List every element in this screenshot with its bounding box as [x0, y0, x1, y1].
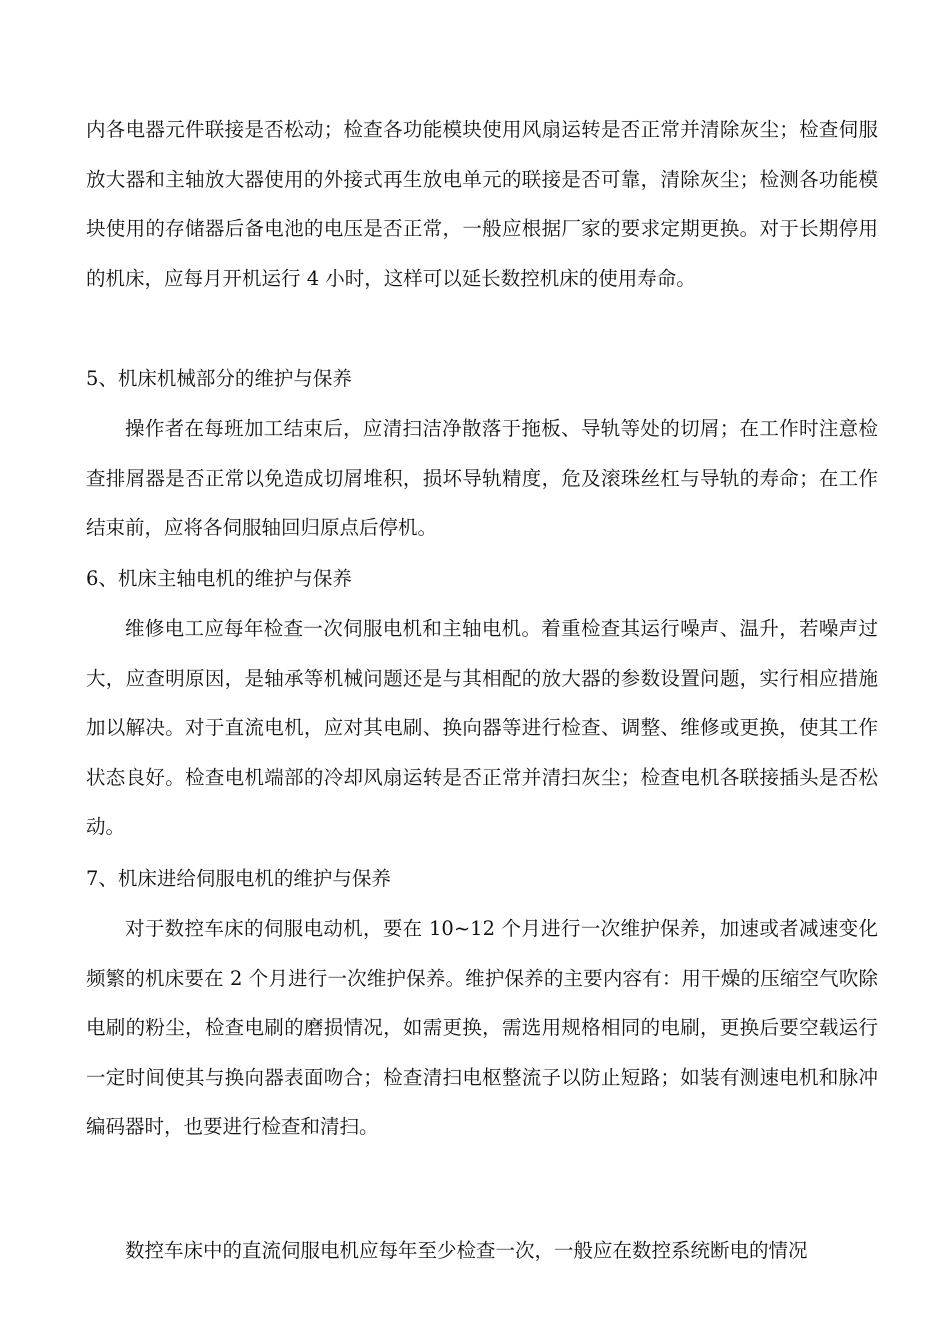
- section-5-heading: 5、机床机械部分的维护与保养: [86, 367, 352, 390]
- section-8-paragraph: 数控车床中的直流伺服电机应每年至少检查一次，一般应在数控系统断电的情况: [125, 1239, 808, 1262]
- section-6-paragraph: 维修电工应每年检查一次伺服电机和主轴电机。着重检查其运行噪声、温升，若噪声过大，应查明原因，是轴承等机械问题还是与其相配的放大器的参数设置问题，实行相应措施加以解决。对于直流电机，应对其电刷、换向器等进行检查、调整、维修或更换，使其工作状态良好。检查电机端部的冷却风扇运转是否正常并清扫灰尘；检查电机各联接插头是否松动。: [86, 617, 878, 838]
- section-7-heading: 7、机床进给伺服电机的维护与保养: [86, 867, 391, 890]
- section-5-paragraph: 操作者在每班加工结束后，应清扫洁净散落于拖板、导轨等处的切屑；在工作时注意检查排屑器是否正常以免造成切屑堆积，损坏导轨精度，危及滚珠丝杠与导轨的寿命；在工作结束前，应将各伺服轴回归原点后停机。: [86, 417, 878, 539]
- section-6-heading: 6、机床主轴电机的维护与保养: [86, 567, 352, 590]
- section-7-paragraph: 对于数控车床的伺服电动机，要在 10~12 个月进行一次维护保养，加速或者减速变化频繁的机床要在 2 个月进行一次维护保养。维护保养的主要内容有：用干燥的压缩空气吹除电刷的粉尘，检查电刷的磨损情况，如需更换，需选用规格相同的电刷，更换后要空载运行一定时间使其与换向器表面吻合；检查清扫电枢整流子以防止短路；如装有测速电机和脉冲编码器时，也要进行检查和清扫。: [86, 917, 878, 1138]
- intro-paragraph: 内各电器元件联接是否松动；检查各功能模块使用风扇运转是否正常并清除灰尘；检查伺服放大器和主轴放大器使用的外接式再生放电单元的联接是否可靠，清除灰尘；检测各功能模块使用的存储器后备电池的电压是否正常，一般应根据厂家的要求定期更换。对于长期停用的机床，应每月开机运行 4 小时，这样可以延长数控机床的使用寿命。: [86, 118, 878, 290]
